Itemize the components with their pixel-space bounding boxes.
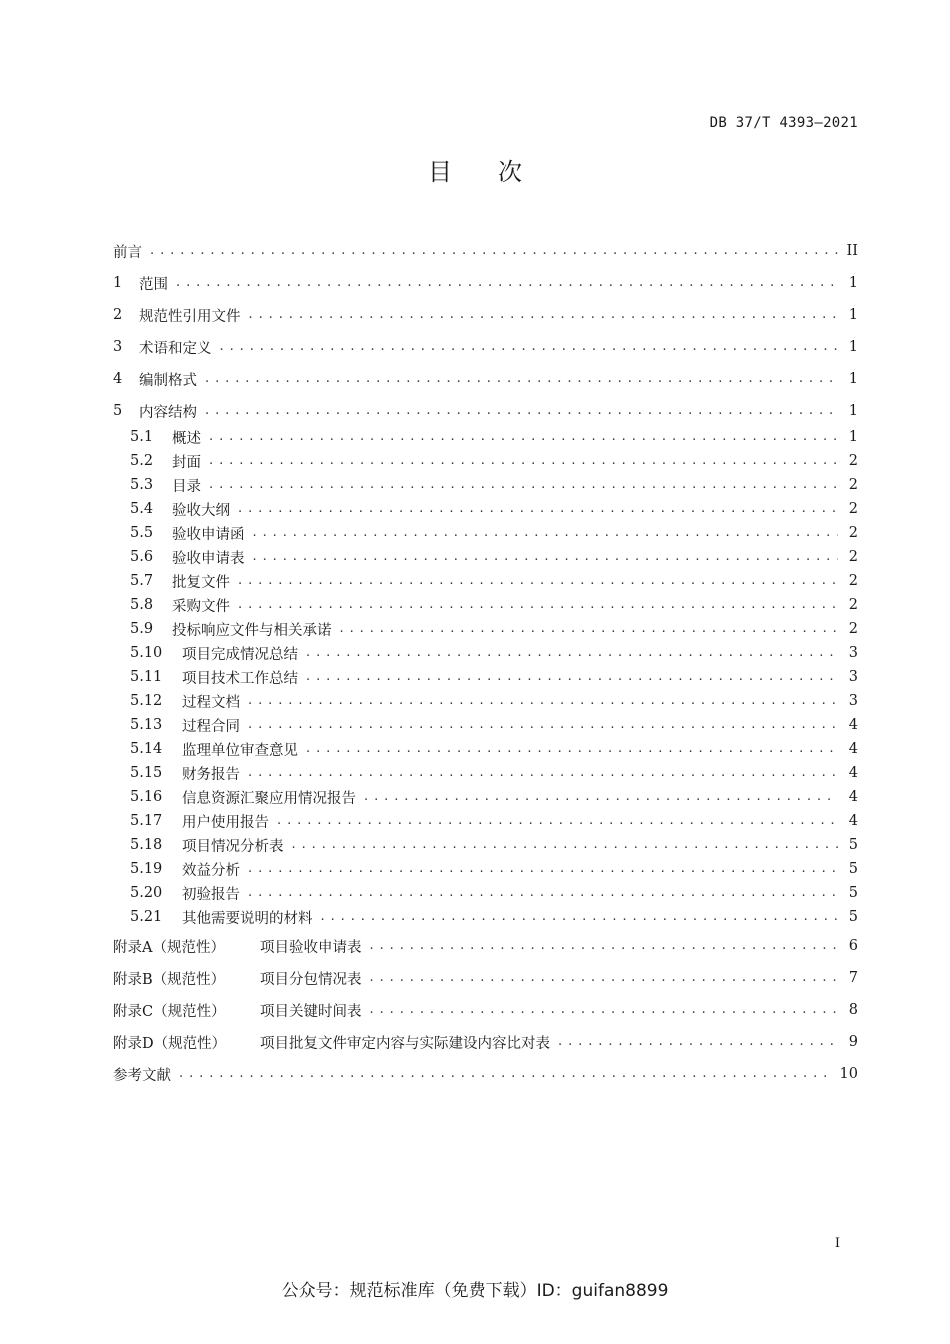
toc-entry-page: 2 — [848, 501, 858, 517]
toc-entry[interactable] — [113, 1031, 858, 1053]
dot-leader — [253, 522, 839, 544]
toc-entry-label: 封面 — [172, 454, 201, 471]
toc-entry[interactable] — [113, 666, 858, 688]
toc-entry-label: 项目验收申请表 — [260, 939, 362, 956]
dot-leader — [248, 858, 838, 880]
toc-entry[interactable] — [113, 999, 858, 1021]
toc-entry-page: 1 — [848, 275, 858, 291]
toc-entry-number: 5.14 — [130, 741, 163, 757]
toc-entry-page: 2 — [848, 453, 858, 469]
dot-leader — [248, 690, 838, 712]
toc-entry[interactable] — [113, 426, 858, 448]
dot-leader — [321, 906, 839, 928]
dot-leader — [238, 594, 838, 616]
toc-entry-page: 3 — [848, 693, 858, 709]
toc-entry-number: 附录A（规范性） — [113, 939, 225, 956]
dot-leader — [176, 272, 838, 294]
toc-entry[interactable] — [113, 882, 858, 904]
dot-leader — [179, 1063, 832, 1085]
toc-entry-number: 5.20 — [130, 885, 163, 901]
dot-leader — [306, 738, 838, 760]
toc-entry-label: 验收大纲 — [172, 502, 230, 519]
toc-entry-page: 2 — [848, 477, 858, 493]
toc-entry-page: 6 — [848, 938, 858, 954]
toc-entry-label: 批复文件 — [172, 574, 230, 591]
dot-leader — [370, 999, 839, 1021]
toc-entry-label: 过程文档 — [182, 694, 240, 711]
toc-entry[interactable] — [113, 272, 858, 294]
toc-entry[interactable] — [113, 498, 858, 520]
toc-entry[interactable] — [113, 1063, 858, 1085]
toc-entry-number: 5.10 — [130, 645, 163, 661]
toc-entry-number: 5.1 — [130, 429, 154, 445]
toc-entry-page: 2 — [848, 525, 858, 541]
dot-leader — [292, 834, 839, 856]
dot-leader — [306, 642, 838, 664]
toc-entry-page: 5 — [848, 909, 858, 925]
toc-entry-label: 目录 — [172, 478, 201, 495]
toc-entry-page: 8 — [848, 1002, 858, 1018]
dot-leader — [248, 714, 838, 736]
toc-entry-number: 附录C（规范性） — [113, 1003, 226, 1020]
toc-entry-page: 1 — [848, 371, 858, 387]
toc-entry-page: 2 — [848, 549, 858, 565]
dot-leader — [370, 967, 839, 989]
toc-entry-label: 项目分包情况表 — [260, 971, 362, 988]
toc-entry-number: 5.3 — [130, 477, 154, 493]
dot-leader — [248, 762, 838, 784]
toc-entry-number: 5.16 — [130, 789, 163, 805]
toc-entry-label: 过程合同 — [182, 718, 240, 735]
toc-entry-number: 5.8 — [130, 597, 154, 613]
dot-leader — [205, 400, 838, 422]
dot-leader — [340, 618, 839, 640]
toc-entry-label: 其他需要说明的材料 — [182, 910, 313, 927]
toc-entry-page: 5 — [848, 885, 858, 901]
toc-entry-page: 2 — [848, 621, 858, 637]
toc-entry[interactable] — [113, 570, 858, 592]
toc-entry-number: 5 — [113, 403, 123, 419]
toc-entry-page: 10 — [839, 1066, 858, 1082]
dot-leader — [277, 810, 838, 832]
dot-leader — [209, 426, 838, 448]
toc-entry-number: 附录D（规范性） — [113, 1035, 227, 1052]
toc-entry-number: 5.11 — [130, 669, 163, 685]
toc-entry[interactable] — [113, 474, 858, 496]
toc-entry-number: 5.9 — [130, 621, 154, 637]
toc-entry-page: 4 — [848, 813, 858, 829]
toc-entry[interactable] — [113, 738, 858, 760]
toc-entry-number: 2 — [113, 307, 123, 323]
toc-entry-label: 财务报告 — [182, 766, 240, 783]
toc-entry[interactable] — [113, 594, 858, 616]
toc-entry-number: 5.19 — [130, 861, 163, 877]
toc-entry[interactable] — [113, 967, 858, 989]
toc-entry-label: 验收申请函 — [172, 526, 245, 543]
toc-entry-number: 4 — [113, 371, 123, 387]
toc-entry-number: 5.6 — [130, 549, 154, 565]
toc-entry-number: 5.4 — [130, 501, 154, 517]
toc-entry[interactable] — [113, 786, 858, 808]
document-code: DB 37/T 4393—2021 — [709, 115, 858, 131]
toc-entry-page: 3 — [848, 645, 858, 661]
dot-leader — [205, 368, 838, 390]
dot-leader — [150, 240, 838, 262]
toc-entry[interactable] — [113, 906, 858, 928]
dot-leader — [249, 304, 839, 326]
toc-entry[interactable] — [113, 858, 858, 880]
dot-leader — [248, 882, 838, 904]
page-number: I — [834, 1236, 840, 1251]
toc-entry-number: 5.18 — [130, 837, 163, 853]
toc-entry-label: 范围 — [139, 276, 168, 293]
toc-entry-label: 前言 — [113, 244, 142, 261]
toc-entry-label: 项目关键时间表 — [260, 1003, 362, 1020]
toc-entry-page: 1 — [848, 339, 858, 355]
dot-leader — [364, 786, 838, 808]
toc-entry-number: 3 — [113, 339, 123, 355]
toc-entry-label: 用户使用报告 — [182, 814, 269, 831]
toc-entry-page: 7 — [848, 970, 858, 986]
toc-entry-label: 编制格式 — [139, 372, 197, 389]
toc-entry-label: 术语和定义 — [139, 340, 212, 357]
toc-entry-page: 4 — [848, 765, 858, 781]
toc-entry[interactable] — [113, 714, 858, 736]
toc-entry-label: 投标响应文件与相关承诺 — [172, 622, 332, 639]
toc-entry-number: 1 — [113, 275, 123, 291]
toc-entry[interactable] — [113, 522, 858, 544]
toc-entry-number: 5.21 — [130, 909, 163, 925]
toc-entry-number: 附录B（规范性） — [113, 971, 226, 988]
toc-entry-label: 效益分析 — [182, 862, 240, 879]
toc-entry-number: 5.7 — [130, 573, 154, 589]
toc-entry-page: 9 — [848, 1034, 858, 1050]
dot-leader — [558, 1031, 838, 1053]
dot-leader — [238, 570, 838, 592]
toc-entry[interactable] — [113, 690, 858, 712]
toc-entry[interactable] — [113, 762, 858, 784]
toc-entry-number: 5.15 — [130, 765, 163, 781]
toc-entry-number: 5.5 — [130, 525, 154, 541]
dot-leader — [238, 498, 838, 520]
toc-entry-label: 内容结构 — [139, 404, 197, 421]
toc-entry-label: 信息资源汇聚应用情况报告 — [182, 790, 356, 807]
toc-entry[interactable] — [113, 240, 858, 262]
toc-entry-label: 初验报告 — [182, 886, 240, 903]
toc-entry-label: 概述 — [172, 430, 201, 447]
toc-entry[interactable] — [113, 304, 858, 326]
toc-entry[interactable] — [113, 642, 858, 664]
toc-entry-page: 4 — [848, 741, 858, 757]
toc-entry-page: 2 — [848, 597, 858, 613]
footer-note: 公众号：规范标准库（免费下载）ID：guifan8899 — [281, 1281, 669, 1301]
toc-entry-number: 5.17 — [130, 813, 163, 829]
toc-entry[interactable] — [113, 368, 858, 390]
toc-entry[interactable] — [113, 935, 858, 957]
toc-entry-page: 5 — [848, 861, 858, 877]
toc-entry-label: 项目完成情况总结 — [182, 646, 298, 663]
toc-entry-page: 2 — [848, 573, 858, 589]
toc-entry-page: 4 — [848, 717, 858, 733]
toc-entry[interactable] — [113, 546, 858, 568]
dot-leader — [370, 935, 839, 957]
toc-entry-label: 验收申请表 — [172, 550, 245, 567]
toc-entry-label: 规范性引用文件 — [139, 308, 241, 325]
dot-leader — [209, 474, 838, 496]
toc-entry-page: 1 — [848, 307, 858, 323]
dot-leader — [220, 336, 839, 358]
toc-entry-number: 5.13 — [130, 717, 163, 733]
toc-entry-page: 1 — [848, 403, 858, 419]
toc-entry[interactable] — [113, 450, 858, 472]
toc-entry-page: 1 — [848, 429, 858, 445]
toc-entry-page: 3 — [848, 669, 858, 685]
toc-entry[interactable] — [113, 400, 858, 422]
toc-entry-page: 5 — [848, 837, 858, 853]
toc-entry-label: 项目技术工作总结 — [182, 670, 298, 687]
toc-entry-label: 参考文献 — [113, 1067, 171, 1084]
toc-entry[interactable] — [113, 618, 858, 640]
toc-entry[interactable] — [113, 834, 858, 856]
toc-entry-label: 项目情况分析表 — [182, 838, 284, 855]
toc-entry-label: 项目批复文件审定内容与实际建设内容比对表 — [260, 1035, 550, 1052]
toc-entry-number: 5.2 — [130, 453, 154, 469]
toc-entry[interactable] — [113, 336, 858, 358]
toc-entry-label: 采购文件 — [172, 598, 230, 615]
dot-leader — [209, 450, 838, 472]
toc-entry-number: 5.12 — [130, 693, 163, 709]
toc-entry[interactable] — [113, 810, 858, 832]
toc-entry-page: II — [846, 243, 858, 259]
toc-entry-page: 4 — [848, 789, 858, 805]
toc-entry-label: 监理单位审查意见 — [182, 742, 298, 759]
dot-leader — [306, 666, 838, 688]
page-title: 目次 — [428, 158, 568, 186]
dot-leader — [253, 546, 839, 568]
